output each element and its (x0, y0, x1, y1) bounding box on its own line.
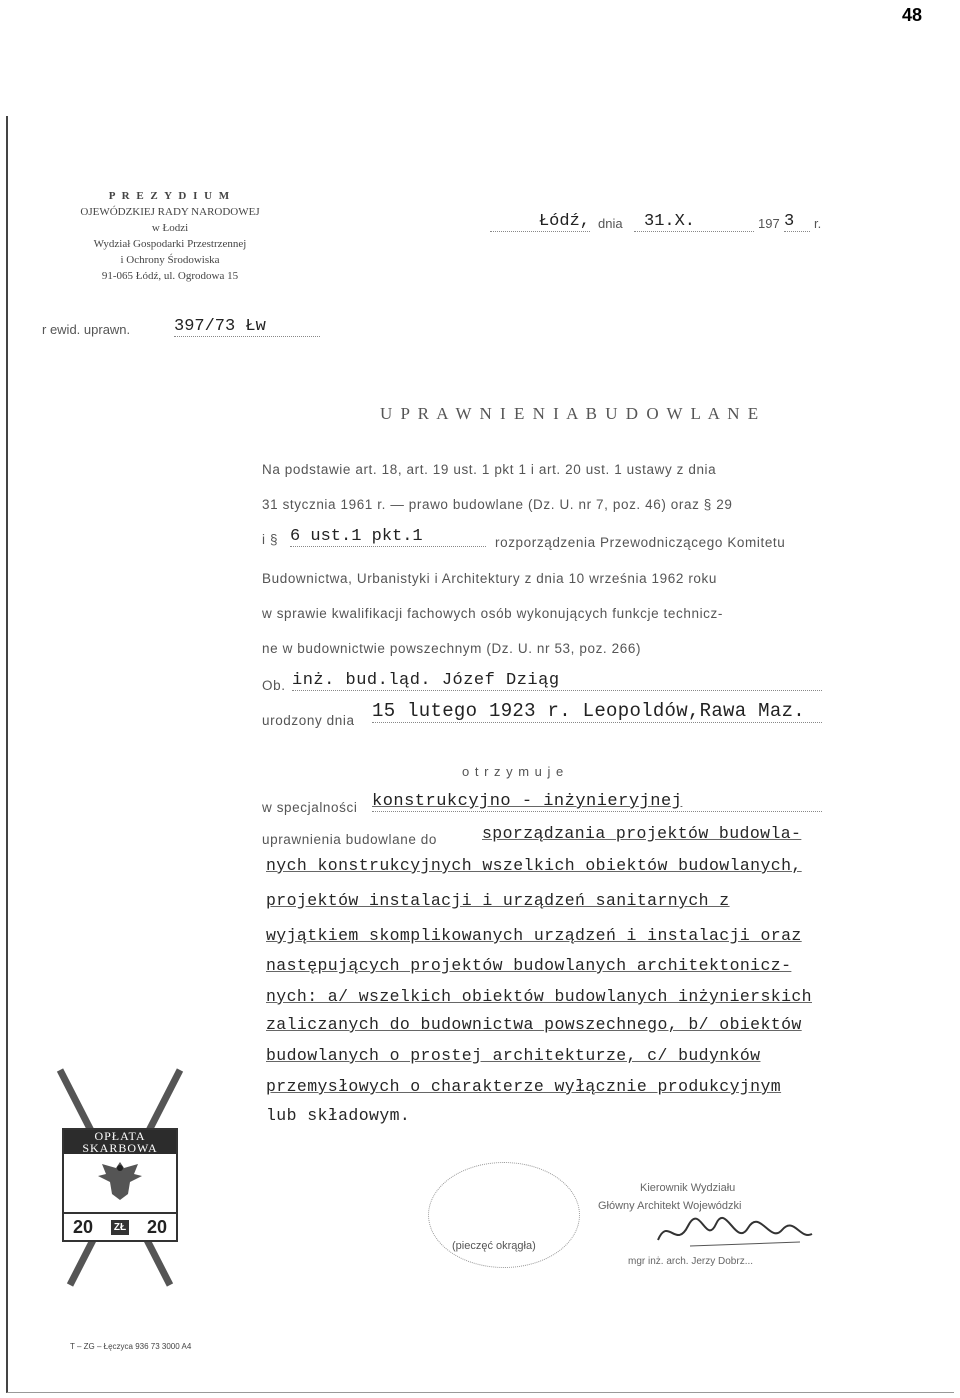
scope-line-5: nych: a/ wszelkich obiektów budowlanych inżynierskich (266, 987, 812, 1006)
date-dnia-label: dnia (598, 216, 623, 231)
scope-line-1: nych konstrukcyjnych wszelkich obiektów budowlanych, (266, 856, 802, 875)
stamp-title-line-1: OPŁATA (94, 1129, 146, 1143)
handwritten-signature (650, 1210, 820, 1256)
otrzymuje-label: o t r z y m u j e (462, 764, 565, 779)
person-name: inż. bud.ląd. Józef Dziąg (292, 671, 822, 691)
legal-paragraph-ref: 6 ust.1 pkt.1 (290, 527, 486, 547)
specjalnosc-value: konstrukcyjno - inżynieryjnej (372, 792, 822, 812)
legal-line-3-suffix: rozporządzenia Przewodniczącego Komitetu (495, 535, 786, 550)
scope-line-3: wyjątkiem skomplikowanych urządzeń i instalacji oraz (266, 926, 802, 945)
header-line-6: 91-065 Łódź, ul. Ogrodowa 15 (101, 270, 239, 282)
legal-line-1: Na podstawie art. 18, art. 19 ust. 1 pkt 1 i art. 20 ust. 1 ustawy z dnia (262, 462, 717, 477)
eagle-emblem-icon (94, 1158, 146, 1204)
legal-line-5: w sprawie kwalifikacji fachowych osób wykonujących funkcje technicz- (262, 606, 723, 621)
date-city: Łódź, (490, 212, 590, 232)
print-footer: T – ZG – Łęczyca 936 73 3000 A4 (70, 1342, 192, 1351)
stamp-value-right: 20 (147, 1216, 168, 1237)
ob-label: Ob. (262, 678, 286, 693)
header-line-5: i Ochrony Środowiska (120, 254, 220, 266)
specjalnosc-label: w specjalności (262, 800, 358, 815)
stamp-currency: ZŁ (111, 1220, 129, 1235)
header-line-2: OJEWÓDZKIEJ RADY NARODOWEJ (80, 206, 260, 218)
signature-title-1: Kierownik Wydziału (640, 1182, 736, 1194)
date-year-prefix: 197 (758, 216, 780, 231)
scope-line-4: następujących projektów budowlanych architektonicz- (266, 956, 792, 975)
signature-name: mgr inż. arch. Jerzy Dobrz... (628, 1256, 754, 1267)
date-year-suffix: 3 (784, 212, 810, 232)
scope-line-8: przemysłowych o charakterze wyłącznie produkcyjnym (266, 1077, 782, 1096)
stamp-value (64, 1212, 176, 1240)
signature-title-2: Główny Architekt Wojewódzki (598, 1200, 742, 1212)
stamp-value-left: 20 (72, 1216, 93, 1237)
scope-line-6: zaliczanych do budownictwa powszechnego, b/ obiektów (266, 1015, 802, 1034)
born-value: 15 lutego 1923 r. Leopoldów,Rawa Maz. (372, 700, 822, 723)
date-day-month: 31.X. (634, 212, 754, 232)
document-title: U P R A W N I E N I A B U D O W L A N E (380, 404, 761, 423)
page-number: 48 (901, 5, 923, 25)
born-label: urodzony dnia (262, 713, 355, 728)
date-r: r. (814, 216, 822, 231)
revenue-stamp (62, 1128, 178, 1242)
uprawnienia-label: uprawnienia budowlane do (262, 832, 438, 847)
stamp-title (64, 1130, 176, 1154)
scope-line-2: projektów instalacji i urządzeń sanitarnych z (266, 891, 730, 910)
scope-line-9: lub składowym. (266, 1106, 411, 1125)
ewid-label: r ewid. uprawn. (42, 322, 131, 337)
ewid-value: 397/73 Łw (174, 317, 320, 337)
legal-line-3-prefix: i § (262, 532, 279, 547)
seal-label: (pieczęć okrągła) (452, 1240, 536, 1252)
round-seal (428, 1162, 580, 1268)
header-line-1: P R E Z Y D I U M (108, 190, 232, 202)
header-line-4: Wydział Gospodarki Przestrzennej (93, 238, 247, 250)
legal-line-6: ne w budownictwie powszechnym (Dz. U. nr 53, poz. 266) (262, 641, 642, 656)
uprawnienia-first-line: sporządzania projektów budowla- (482, 824, 802, 843)
scope-line-7: budowlanych o prostej architekturze, c/ budynków (266, 1046, 761, 1065)
legal-line-4: Budownictwa, Urbanistyki i Architektury z dnia 10 września 1962 roku (262, 571, 717, 586)
header-line-3: w Łodzi (151, 222, 189, 234)
legal-line-2: 31 stycznia 1961 r. — prawo budowlane (Dz. U. nr 7, poz. 46) oraz § 29 (262, 497, 733, 512)
stamp-title-line-2: SKARBOWA (82, 1141, 158, 1155)
